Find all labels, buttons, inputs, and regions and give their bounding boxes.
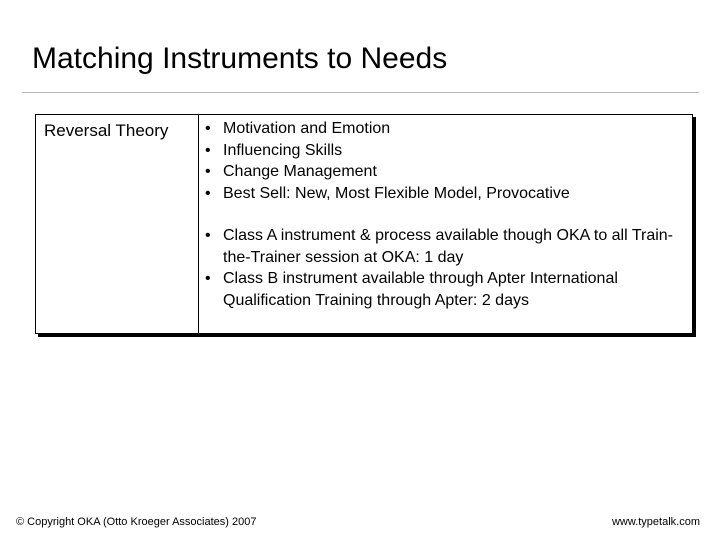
copyright-notice: © Copyright OKA (Otto Kroeger Associates) 2007: [16, 516, 257, 528]
instrument-details-cell: [199, 115, 692, 333]
list-item: • Best Sell: New, Most Flexible Model, Provocative: [205, 183, 684, 205]
needs-list: [205, 118, 684, 204]
list-item: • Change Management: [205, 161, 684, 183]
availability-list: [205, 225, 684, 311]
list-item: • Motivation and Emotion: [205, 118, 684, 140]
website-link: www.typetalk.com: [611, 516, 700, 528]
slide-title: Matching Instruments to Needs: [32, 42, 448, 75]
instrument-name-cell: [36, 115, 199, 333]
title-divider: [22, 92, 699, 93]
list-item: • Class B instrument available through Apter International Qualification Training through Apter: 2 days: [205, 268, 684, 311]
list-item: • Influencing Skills: [205, 140, 684, 162]
instrument-name: Reversal Theory: [44, 121, 169, 140]
instrument-table: [35, 114, 693, 334]
list-spacer: [205, 204, 684, 225]
list-item: • Class A instrument & process available though OKA to all Train-the-Trainer session at OKA: 1 day: [205, 225, 684, 268]
